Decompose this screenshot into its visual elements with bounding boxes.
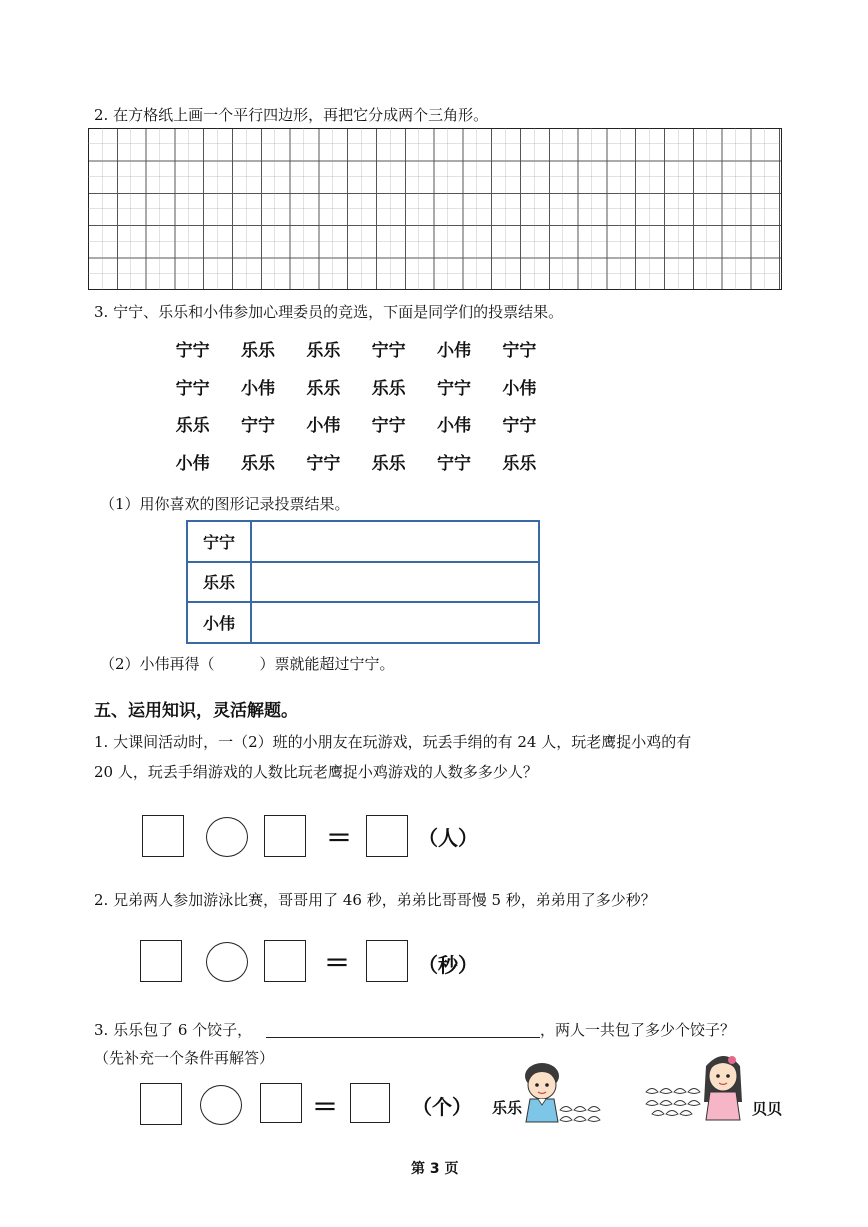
square-grid-paper[interactable] [88, 128, 782, 290]
vote-entry: 乐乐 [175, 416, 210, 437]
result-box[interactable] [366, 940, 408, 982]
problem-1-line-1: 1. 大课间活动时，一（2）班的小朋友在玩游戏，玩丢手绢的有 24 人，玩老鹰捉小鸡的有 [94, 733, 692, 751]
vote-entry: 小伟 [502, 378, 537, 399]
tally-row [187, 562, 539, 603]
tally-answer-cell[interactable] [251, 602, 539, 643]
vote-entry: 乐乐 [240, 341, 275, 362]
operand-box-1[interactable] [140, 940, 182, 982]
vote-results-grid [160, 330, 552, 480]
dumpling-icon [660, 1089, 672, 1094]
condition-blank-line[interactable] [266, 1037, 540, 1038]
vote-entry: 宁宁 [175, 341, 210, 362]
problem-3-text-end: ，两人一共包了多少个饺子？ [540, 1021, 736, 1039]
boy-face [528, 1071, 556, 1099]
vote-entry: 乐乐 [371, 378, 406, 399]
question-2-text: 2. 在方格纸上画一个平行四边形，再把它分成两个三角形。 [94, 106, 489, 124]
operand-box-1[interactable] [140, 1083, 182, 1125]
tally-row [187, 602, 539, 643]
vote-entry: 乐乐 [306, 378, 341, 399]
girl-with-dumplings-illustration [640, 1046, 750, 1121]
question-3-part-1: （1）用你喜欢的图形记录投票结果。 [100, 495, 350, 513]
vote-entry: 小伟 [175, 453, 210, 474]
problem-1-line-2: 20 人，玩丢手绢游戏的人数比玩老鹰捉小鸡游戏的人数多多少人？ [94, 763, 538, 781]
result-box[interactable] [350, 1083, 390, 1123]
dumpling-icon [560, 1117, 572, 1122]
boy-with-dumplings-illustration [510, 1058, 610, 1123]
operator-circle[interactable] [206, 817, 248, 857]
dumpling-icon [688, 1101, 700, 1106]
dumpling-icon [574, 1107, 586, 1112]
unit-label: （秒） [418, 953, 478, 977]
vote-entry: 宁宁 [371, 416, 406, 437]
vote-entry: 宁宁 [502, 341, 537, 362]
equals-sign: ＝ [312, 1093, 339, 1123]
tally-row [187, 521, 539, 562]
vote-entry: 小伟 [240, 378, 275, 399]
dumpling-icon [646, 1101, 658, 1106]
vote-entry: 乐乐 [502, 453, 537, 474]
unit-label: （人） [418, 826, 478, 850]
unit-label: （个） [412, 1095, 472, 1119]
operand-box-2[interactable] [260, 1083, 302, 1123]
tally-answer-cell[interactable] [251, 521, 539, 562]
vote-entry: 宁宁 [240, 416, 275, 437]
girl-hair-flower [728, 1056, 736, 1064]
vote-entry: 宁宁 [436, 378, 471, 399]
vote-entry: 宁宁 [175, 378, 210, 399]
problem-2-text: 2. 兄弟两人参加游泳比赛，哥哥用了 46 秒，弟弟比哥哥慢 5 秒，弟弟用了多少秒？ [94, 891, 656, 909]
question-3-part-2: （2）小伟再得（ ）票就能超过宁宁。 [100, 655, 395, 673]
dumpling-icon [680, 1111, 692, 1116]
vote-entry: 乐乐 [240, 453, 275, 474]
dumpling-group [560, 1107, 600, 1122]
tally-answer-cell[interactable] [251, 562, 539, 603]
boy-name-label: 乐乐 [492, 1099, 523, 1117]
tally-name: 乐乐 [187, 562, 251, 603]
dumpling-icon [688, 1089, 700, 1094]
operand-box-2[interactable] [264, 940, 306, 982]
operand-box-2[interactable] [264, 815, 306, 857]
tally-name: 小伟 [187, 602, 251, 643]
vote-entry: 乐乐 [306, 341, 341, 362]
dumpling-icon [674, 1101, 686, 1106]
dumpling-icon [560, 1107, 572, 1112]
dumpling-icon [666, 1111, 678, 1116]
dumpling-icon [660, 1101, 672, 1106]
vote-entry: 小伟 [436, 416, 471, 437]
operand-box-1[interactable] [142, 815, 184, 857]
equals-sign: ＝ [326, 824, 353, 854]
dumpling-icon [588, 1117, 600, 1122]
girl-name-label: 贝贝 [752, 1100, 783, 1118]
result-box[interactable] [366, 815, 408, 857]
problem-3-text-start: 3. 乐乐包了 6 个饺子， [94, 1021, 253, 1039]
vote-entry: 宁宁 [306, 453, 341, 474]
vote-entry: 宁宁 [371, 341, 406, 362]
vote-entry: 宁宁 [436, 453, 471, 474]
vote-entry: 小伟 [306, 416, 341, 437]
problem-3-note: （先补充一个条件再解答） [94, 1049, 275, 1067]
tally-table [186, 520, 540, 644]
vote-entry: 小伟 [436, 341, 471, 362]
dumpling-icon [652, 1111, 664, 1116]
vote-entry: 乐乐 [371, 453, 406, 474]
question-3-text: 3. 宁宁、乐乐和小伟参加心理委员的竞选，下面是同学们的投票结果。 [94, 303, 564, 321]
dumpling-icon [674, 1089, 686, 1094]
tally-name: 宁宁 [187, 521, 251, 562]
girl-dress [706, 1092, 740, 1120]
page-number: 第 3 页 [411, 1161, 459, 1177]
dumpling-group [646, 1089, 700, 1116]
dumpling-icon [588, 1107, 600, 1112]
dumpling-icon [574, 1117, 586, 1122]
operator-circle[interactable] [200, 1085, 242, 1125]
operator-circle[interactable] [206, 942, 248, 982]
dumpling-icon [646, 1089, 658, 1094]
vote-entry: 宁宁 [502, 416, 537, 437]
equals-sign: ＝ [324, 949, 351, 979]
section-5-title: 五、运用知识，灵活解题。 [94, 701, 298, 721]
